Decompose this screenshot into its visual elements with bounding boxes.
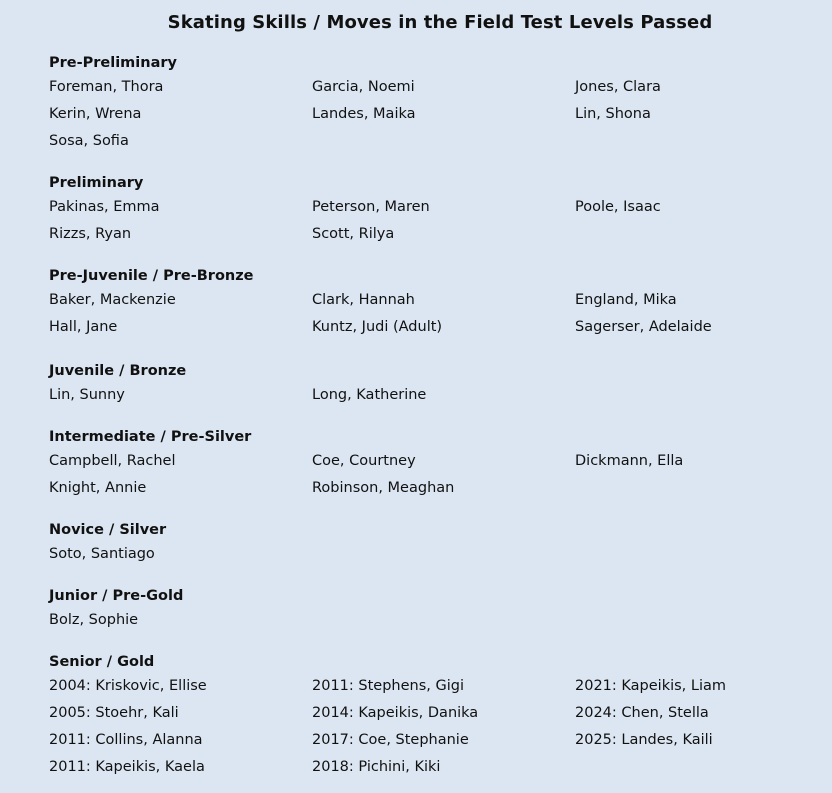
name-grid — [49, 290, 829, 344]
section-juvenile — [49, 361, 829, 412]
section-pre-juvenile — [49, 266, 829, 344]
section-junior — [49, 586, 829, 637]
skater-name: Bolz, Sophie — [49, 612, 139, 628]
skater-name: Soto, Santiago — [49, 546, 155, 562]
skater-name: 2021: Kapeikis, Liam — [575, 678, 727, 694]
skater-name: Jones, Clara — [575, 79, 661, 95]
skater-name: Lin, Shona — [575, 106, 651, 122]
skater-name: Scott, Rilya — [312, 226, 395, 242]
skater-name: Garcia, Noemi — [312, 79, 415, 95]
section-senior — [49, 652, 829, 784]
skater-name: 2017: Coe, Stephanie — [312, 732, 469, 748]
section-heading: Pre-Juvenile / Pre-Bronze — [49, 268, 254, 284]
skater-name: Coe, Courtney — [312, 453, 416, 469]
skater-name: Sagerser, Adelaide — [575, 319, 712, 335]
skater-name: Robinson, Meaghan — [312, 480, 455, 496]
name-grid — [49, 451, 829, 505]
section-heading: Novice / Silver — [49, 522, 167, 538]
skater-name: Rizzs, Ryan — [49, 226, 132, 242]
page-title: Skating Skills / Moves in the Field Test Levels Passed — [167, 12, 713, 33]
skater-name: Dickmann, Ella — [575, 453, 684, 469]
section-heading: Senior / Gold — [49, 654, 155, 670]
name-grid — [49, 610, 829, 637]
skater-name: Landes, Maika — [312, 106, 416, 122]
skater-name: Kerin, Wrena — [49, 106, 142, 122]
skater-name: Knight, Annie — [49, 480, 147, 496]
section-pre-preliminary — [49, 53, 829, 158]
skater-name: Kuntz, Judi (Adult) — [312, 319, 443, 335]
skater-name: Long, Katherine — [312, 387, 427, 403]
skater-name: 2024: Chen, Stella — [575, 705, 709, 721]
name-grid — [49, 385, 829, 412]
skater-name: Sosa, Sofia — [49, 133, 129, 149]
skater-name: 2014: Kapeikis, Danika — [312, 705, 479, 721]
name-grid — [49, 77, 829, 158]
section-novice — [49, 520, 829, 571]
section-heading: Juvenile / Bronze — [49, 363, 187, 379]
section-heading: Intermediate / Pre-Silver — [49, 429, 252, 445]
skater-name: Lin, Sunny — [49, 387, 125, 403]
skater-name: Foreman, Thora — [49, 79, 164, 95]
skater-name: Peterson, Maren — [312, 199, 430, 215]
skater-name: Hall, Jane — [49, 319, 118, 335]
skater-name: Poole, Isaac — [575, 199, 661, 215]
skater-name: 2004: Kriskovic, Ellise — [49, 678, 207, 694]
section-heading: Pre-Preliminary — [49, 55, 177, 71]
skater-name: Clark, Hannah — [312, 292, 415, 308]
section-intermediate — [49, 427, 829, 505]
skater-name: 2025: Landes, Kaili — [575, 732, 713, 748]
skater-name: England, Mika — [575, 292, 677, 308]
skater-name: Baker, Mackenzie — [49, 292, 176, 308]
skater-name: 2011: Stephens, Gigi — [312, 678, 464, 694]
skater-name: 2005: Stoehr, Kali — [49, 705, 179, 721]
name-grid — [49, 676, 829, 784]
skater-name: 2011: Kapeikis, Kaela — [49, 759, 205, 775]
skater-name: 2011: Collins, Alanna — [49, 732, 203, 748]
name-grid — [49, 197, 829, 251]
section-preliminary — [49, 173, 829, 251]
skater-name: Pakinas, Emma — [49, 199, 160, 215]
skater-name: 2018: Pichini, Kiki — [312, 759, 441, 775]
section-heading: Junior / Pre-Gold — [49, 588, 184, 604]
skater-name: Campbell, Rachel — [49, 453, 176, 469]
section-heading: Preliminary — [49, 175, 144, 191]
name-grid — [49, 544, 829, 571]
